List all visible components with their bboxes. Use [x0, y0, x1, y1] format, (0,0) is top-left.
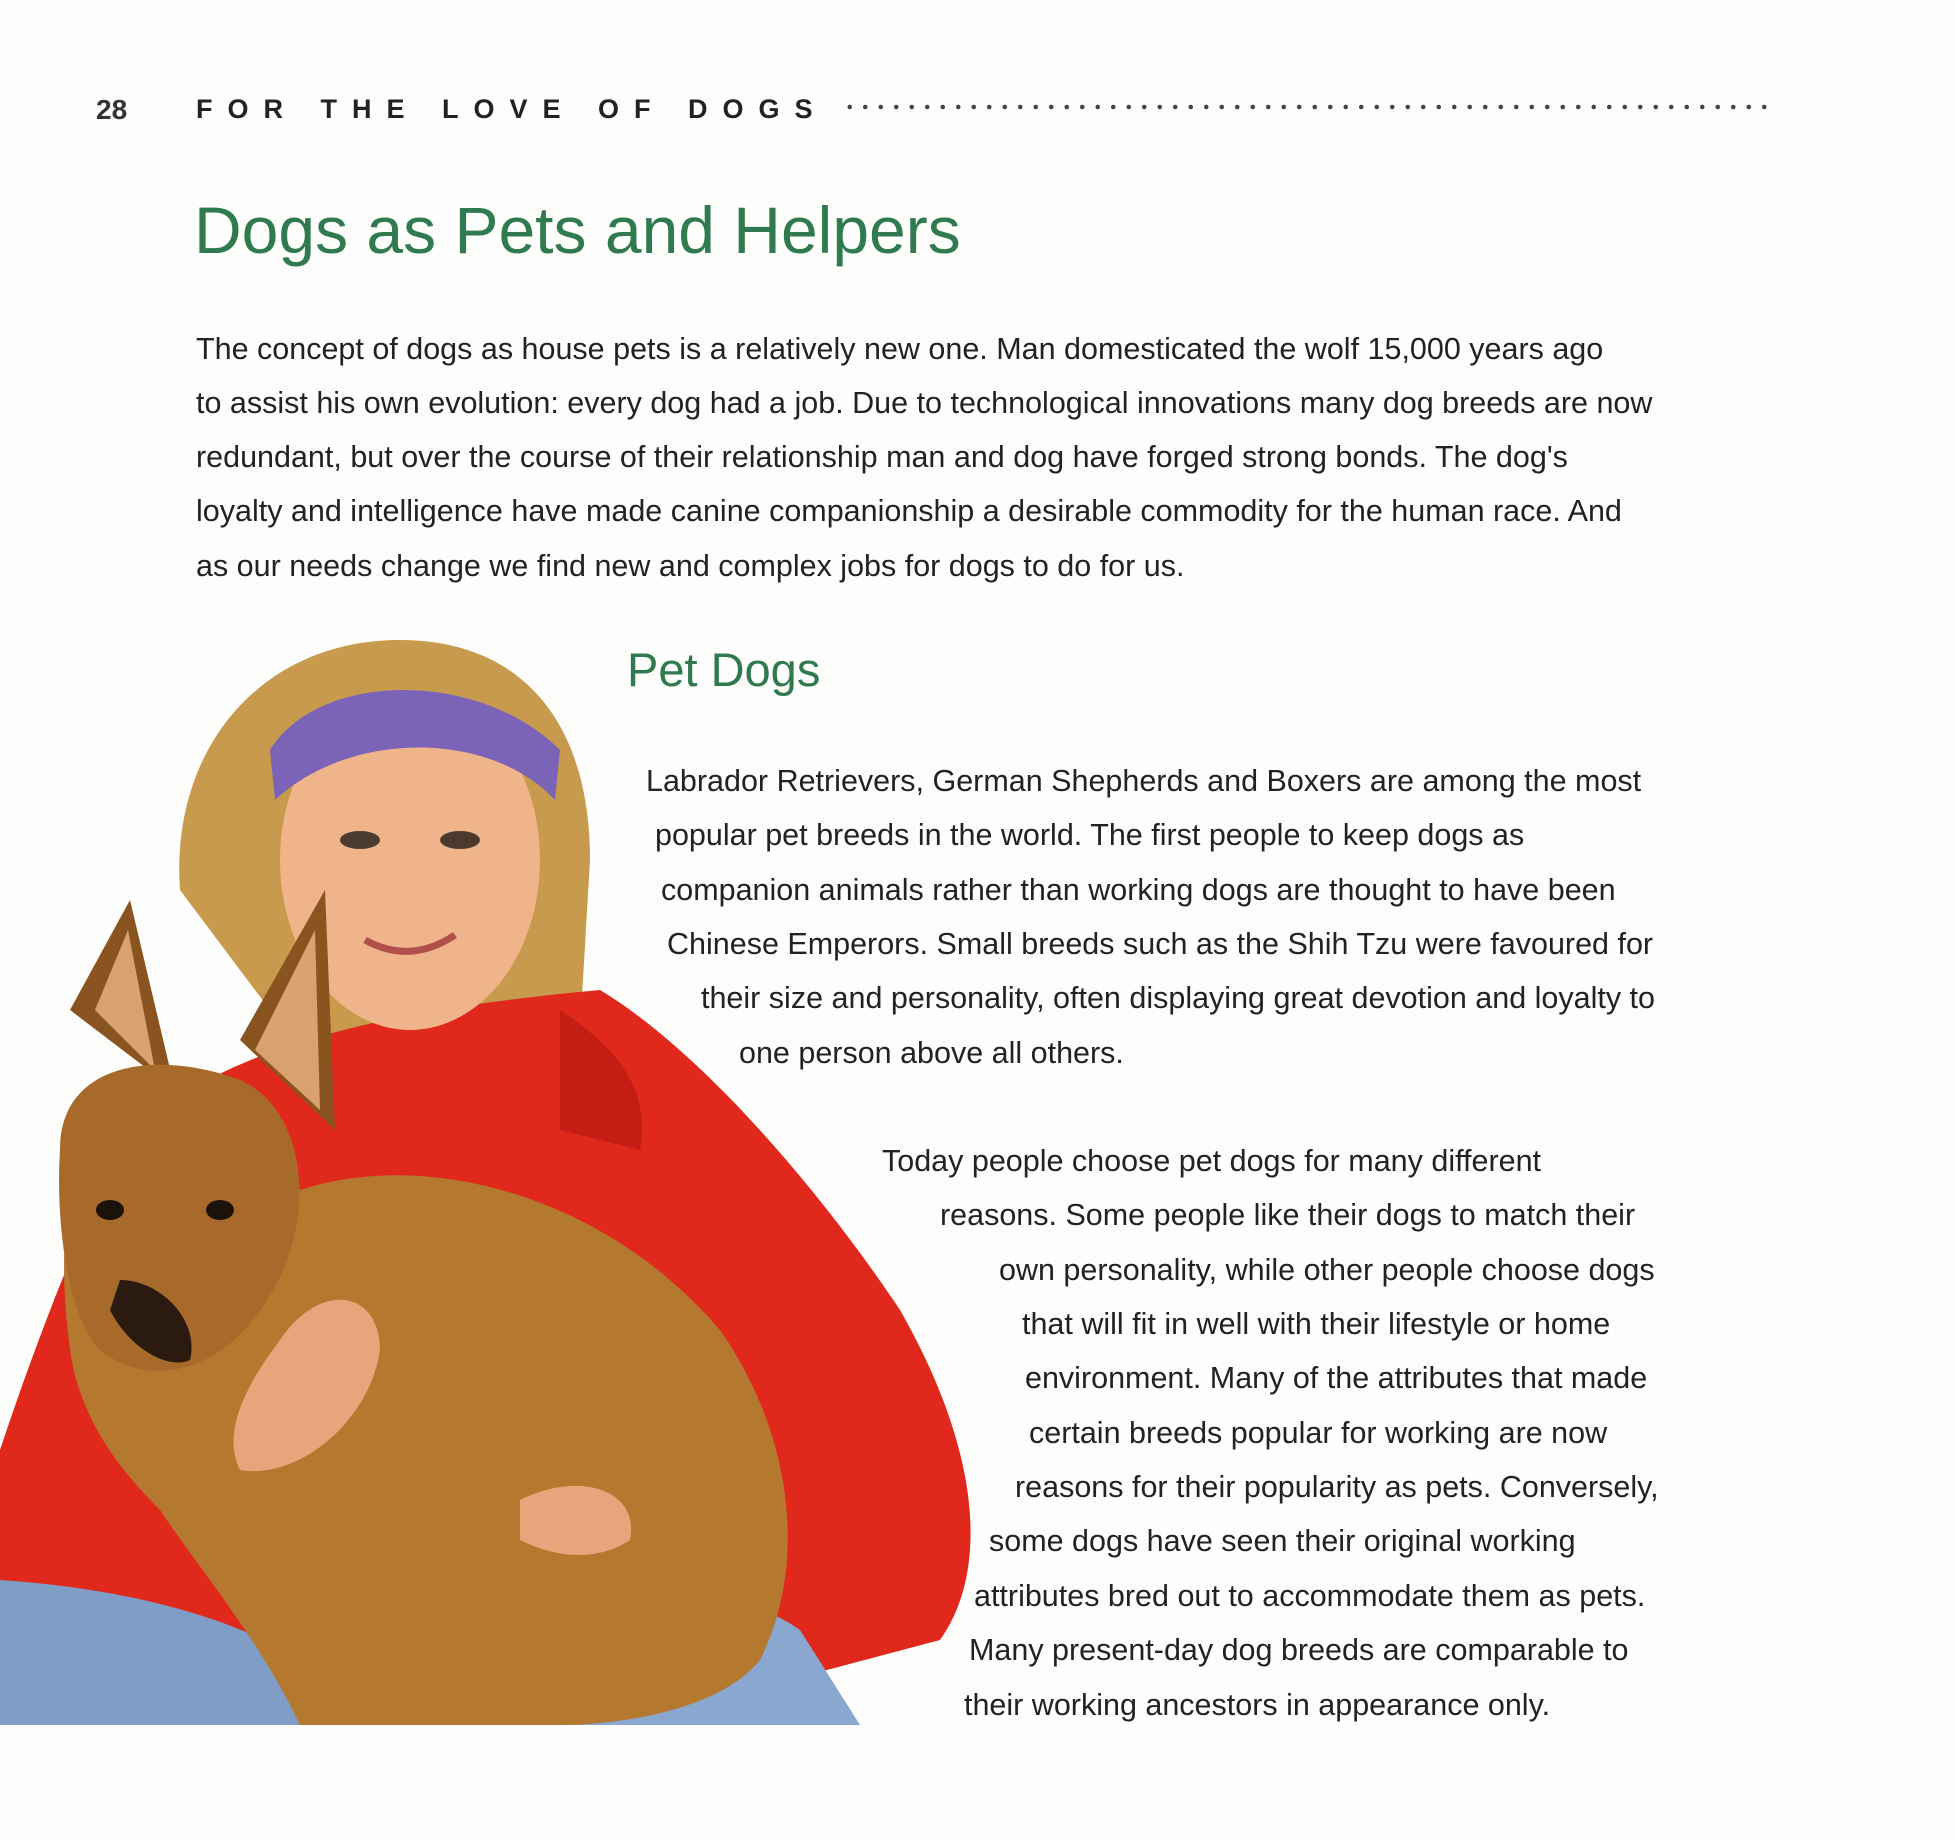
- text-line: loyalty and intelligence have made canine companionship a desirable commodity for the human race. And: [196, 494, 1622, 528]
- text-line: reasons for their popularity as pets. Conversely,: [1015, 1470, 1659, 1504]
- text-line: to assist his own evolution: every dog had a job. Due to technological innovations many dog breeds are now: [196, 386, 1653, 420]
- text-line: that will fit in well with their lifestyle or home: [1022, 1307, 1611, 1341]
- text-line: Labrador Retrievers, German Shepherds and Boxers are among the most: [646, 764, 1642, 798]
- text-line: their size and personality, often displaying great devotion and loyalty to: [701, 981, 1655, 1015]
- page-number: 28: [96, 94, 128, 125]
- text-line: one person above all others.: [739, 1036, 1124, 1070]
- running-title: FOR THE LOVE OF DOGS: [196, 94, 828, 124]
- text-line: certain breeds popular for working are now: [1029, 1416, 1608, 1450]
- section-heading: Pet Dogs: [627, 643, 821, 696]
- text-line: redundant, but over the course of their relationship man and dog have forged strong bonds. The dog's: [196, 440, 1568, 474]
- text-line: reasons. Some people like their dogs to match their: [940, 1198, 1636, 1232]
- text-line: attributes bred out to accommodate them as pets.: [974, 1579, 1646, 1613]
- text-line: Chinese Emperors. Small breeds such as the Shih Tzu were favoured for: [667, 927, 1654, 961]
- text-line: their working ancestors in appearance only.: [964, 1688, 1551, 1722]
- text-line: own personality, while other people choose dogs: [999, 1253, 1655, 1287]
- text-line: companion animals rather than working dogs are thought to have been: [661, 873, 1616, 907]
- text-line: some dogs have seen their original working: [989, 1524, 1576, 1558]
- page-title: Dogs as Pets and Helpers: [194, 193, 961, 267]
- text-line: as our needs change we find new and complex jobs for dogs to do for us.: [196, 549, 1185, 583]
- text-line: Many present-day dog breeds are comparable to: [969, 1633, 1629, 1667]
- text-line: popular pet breeds in the world. The first people to keep dogs as: [655, 818, 1525, 852]
- text-line: The concept of dogs as house pets is a relatively new one. Man domesticated the wolf 15,000 years ago: [196, 332, 1604, 366]
- text-line: Today people choose pet dogs for many different: [882, 1144, 1542, 1178]
- dotted-rule: [842, 102, 1767, 112]
- text-line: environment. Many of the attributes that made: [1025, 1361, 1648, 1395]
